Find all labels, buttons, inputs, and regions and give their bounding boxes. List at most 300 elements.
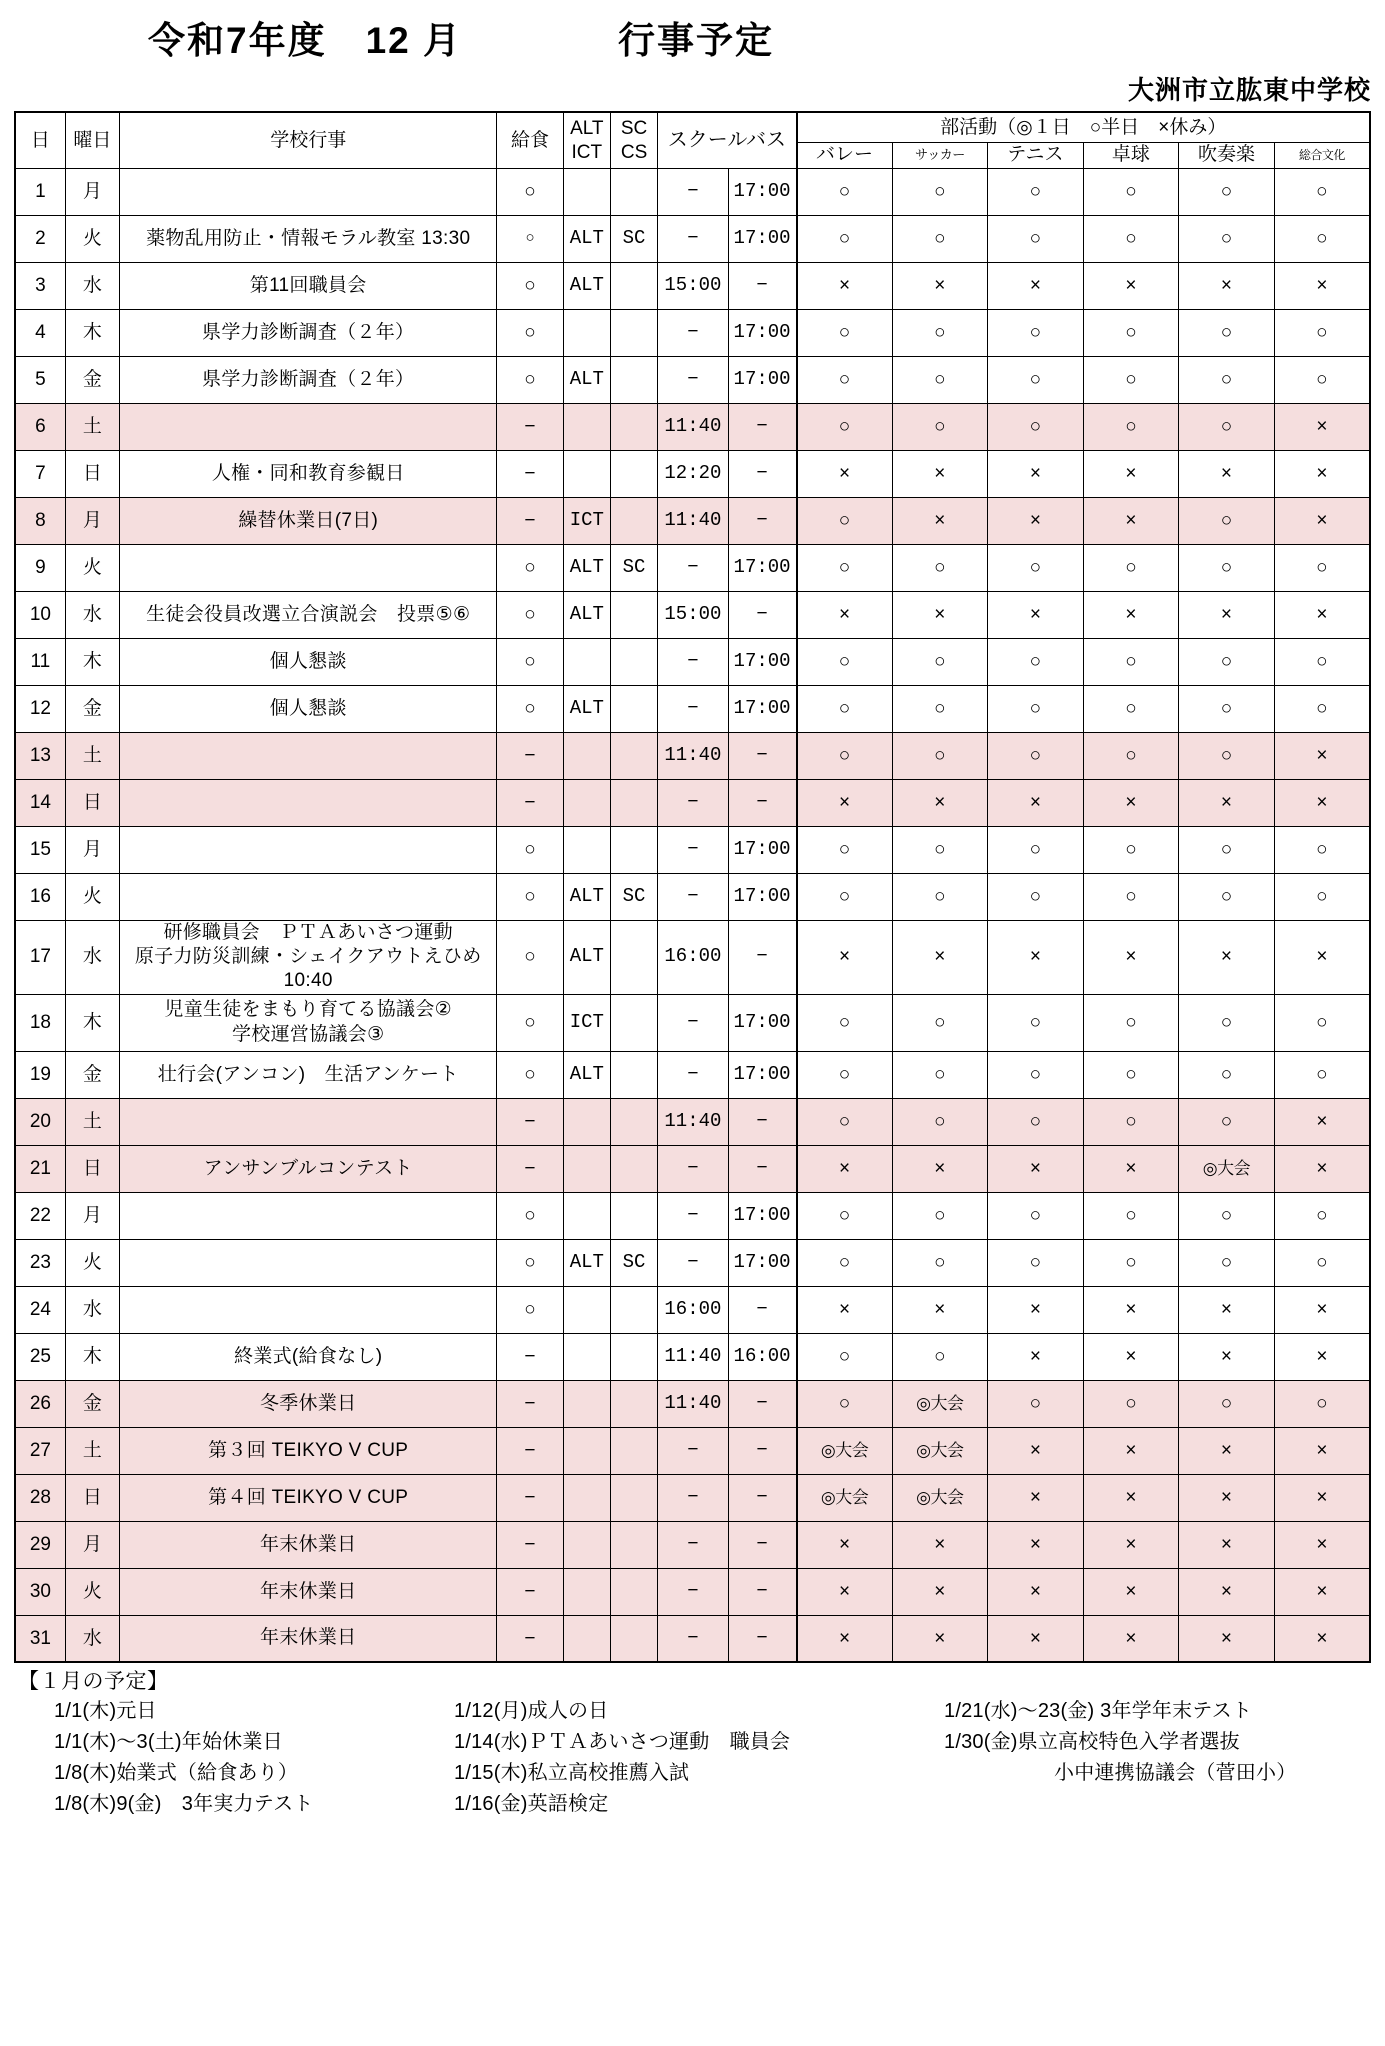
cell-day-of-week: 土 bbox=[65, 732, 119, 779]
cell-club-tennis: ○ bbox=[988, 994, 1084, 1051]
cell-day-of-week: 火 bbox=[65, 544, 119, 591]
cell-club-tabletennis: × bbox=[1083, 920, 1179, 994]
cell-school-event bbox=[120, 1051, 497, 1098]
cell-club-tabletennis: ○ bbox=[1083, 1380, 1179, 1427]
cell-club-brassband: ◎大会 bbox=[1179, 1145, 1275, 1192]
cell-school-bus-afternoon: 17:00 bbox=[728, 544, 796, 591]
cell-club-general-culture: × bbox=[1274, 403, 1370, 450]
cell-day: 2 bbox=[15, 215, 65, 262]
cell-club-general-culture: × bbox=[1274, 779, 1370, 826]
cell-sc-cs bbox=[610, 1615, 657, 1662]
cell-sc-cs bbox=[610, 309, 657, 356]
cell-club-brassband: ○ bbox=[1179, 1098, 1275, 1145]
cell-school-event bbox=[120, 994, 497, 1051]
cell-school-bus-afternoon: − bbox=[728, 497, 796, 544]
event-line: 生徒会役員改選立合演説会 投票⑤⑥ bbox=[146, 603, 471, 625]
cell-day-of-week: 土 bbox=[65, 403, 119, 450]
cell-day: 22 bbox=[15, 1192, 65, 1239]
cell-alt-ict bbox=[563, 826, 610, 873]
cell-day-of-week: 土 bbox=[65, 1098, 119, 1145]
cell-alt-ict bbox=[563, 732, 610, 779]
event-line: 第11回職員会 bbox=[249, 274, 367, 296]
col-header-dow: 曜日 bbox=[65, 112, 119, 168]
cell-lunch: ○ bbox=[497, 309, 563, 356]
cell-club-volleyball: × bbox=[797, 1568, 893, 1615]
cell-day-of-week: 火 bbox=[65, 873, 119, 920]
cell-school-bus-afternoon: 17:00 bbox=[728, 826, 796, 873]
cell-sc-cs bbox=[610, 1333, 657, 1380]
cell-school-bus-afternoon: − bbox=[728, 1615, 796, 1662]
cell-sc-cs bbox=[610, 1145, 657, 1192]
cell-sc-cs bbox=[610, 1427, 657, 1474]
cell-club-general-culture: ○ bbox=[1274, 1192, 1370, 1239]
cell-school-event bbox=[120, 215, 497, 262]
cell-club-general-culture: × bbox=[1274, 1474, 1370, 1521]
january-schedule-line: 1/15(木)私立高校推薦入試 bbox=[454, 1762, 690, 1785]
cell-day-of-week: 月 bbox=[65, 826, 119, 873]
cell-club-tennis: × bbox=[988, 1333, 1084, 1380]
event-line: 県学力診断調査（２年） bbox=[202, 321, 415, 343]
cell-school-bus-afternoon: − bbox=[728, 779, 796, 826]
cell-club-tabletennis: × bbox=[1083, 497, 1179, 544]
january-schedule-line: 小中連携協議会（菅田小） bbox=[1054, 1762, 1297, 1785]
cell-club-volleyball: × bbox=[797, 1286, 893, 1333]
cell-school-event bbox=[120, 638, 497, 685]
cell-club-soccer: ○ bbox=[892, 403, 988, 450]
col-header-club-volleyball: バレー bbox=[797, 142, 893, 168]
cell-club-brassband: × bbox=[1179, 1474, 1275, 1521]
cell-club-soccer: ○ bbox=[892, 168, 988, 215]
col-header-lunch: 給食 bbox=[497, 112, 563, 168]
cell-club-tennis: × bbox=[988, 262, 1084, 309]
cell-day: 6 bbox=[15, 403, 65, 450]
cell-school-bus-morning: − bbox=[658, 544, 728, 591]
cell-club-tennis: × bbox=[988, 920, 1084, 994]
cell-day: 31 bbox=[15, 1615, 65, 1662]
cell-club-volleyball: ○ bbox=[797, 826, 893, 873]
cell-alt-ict bbox=[563, 309, 610, 356]
cell-club-general-culture: × bbox=[1274, 1427, 1370, 1474]
cell-school-event bbox=[120, 309, 497, 356]
event-line: アンサンブルコンテスト bbox=[203, 1157, 413, 1179]
cell-school-event bbox=[120, 1380, 497, 1427]
cell-alt-ict: ALT bbox=[563, 591, 610, 638]
col-header-club-tabletennis: 卓球 bbox=[1083, 142, 1179, 168]
event-line: 第４回 TEIKYO V CUP bbox=[208, 1486, 409, 1508]
cell-alt-ict bbox=[563, 168, 610, 215]
cell-club-brassband: ○ bbox=[1179, 356, 1275, 403]
january-schedule-line: 1/8(木)9(金) 3年実力テスト bbox=[54, 1793, 314, 1816]
cell-club-tabletennis: ○ bbox=[1083, 1051, 1179, 1098]
cell-club-general-culture: × bbox=[1274, 1615, 1370, 1662]
cell-club-volleyball: ○ bbox=[797, 732, 893, 779]
cell-club-volleyball: × bbox=[797, 1521, 893, 1568]
cell-lunch: ○ bbox=[497, 262, 563, 309]
cell-sc-cs bbox=[610, 1568, 657, 1615]
cell-lunch: − bbox=[497, 1521, 563, 1568]
cell-school-bus-afternoon: 17:00 bbox=[728, 215, 796, 262]
cell-club-general-culture: ○ bbox=[1274, 873, 1370, 920]
cell-club-tabletennis: ○ bbox=[1083, 544, 1179, 591]
cell-club-soccer: × bbox=[892, 779, 988, 826]
january-schedule-line: 1/1(木)元日 bbox=[54, 1700, 157, 1723]
cell-day-of-week: 木 bbox=[65, 1333, 119, 1380]
cell-day-of-week: 火 bbox=[65, 1568, 119, 1615]
cell-club-brassband: ○ bbox=[1179, 873, 1275, 920]
table-row bbox=[15, 685, 1370, 732]
cell-school-bus-afternoon: 17:00 bbox=[728, 1051, 796, 1098]
cell-club-volleyball: ○ bbox=[797, 994, 893, 1051]
cell-club-tabletennis: × bbox=[1083, 1145, 1179, 1192]
cell-school-bus-morning: 12:20 bbox=[658, 450, 728, 497]
cell-sc-cs bbox=[610, 920, 657, 994]
cell-day: 14 bbox=[15, 779, 65, 826]
cell-lunch: − bbox=[497, 497, 563, 544]
table-row bbox=[15, 826, 1370, 873]
january-schedule-grid bbox=[18, 1696, 1385, 1820]
cell-day: 29 bbox=[15, 1521, 65, 1568]
cell-club-tabletennis: ○ bbox=[1083, 826, 1179, 873]
cell-day-of-week: 日 bbox=[65, 1145, 119, 1192]
cell-club-volleyball: ○ bbox=[797, 1333, 893, 1380]
cell-alt-ict bbox=[563, 1286, 610, 1333]
cell-lunch: − bbox=[497, 1380, 563, 1427]
event-line: 研修職員会 ＰＴＡあいさつ運動 bbox=[163, 921, 453, 943]
cell-school-bus-morning: 11:40 bbox=[658, 403, 728, 450]
cell-day-of-week: 水 bbox=[65, 591, 119, 638]
cell-school-event bbox=[120, 168, 497, 215]
cell-school-bus-afternoon: − bbox=[728, 1521, 796, 1568]
cell-school-bus-morning: 11:40 bbox=[658, 1380, 728, 1427]
january-column-2 bbox=[454, 1696, 944, 1820]
event-line: 壮行会(アンコン) 生活アンケート bbox=[157, 1063, 459, 1085]
table-row bbox=[15, 1051, 1370, 1098]
cell-day: 24 bbox=[15, 1286, 65, 1333]
cell-club-tennis: × bbox=[988, 1474, 1084, 1521]
cell-club-tennis: × bbox=[988, 1615, 1084, 1662]
cell-sc-cs bbox=[610, 826, 657, 873]
cell-club-general-culture: × bbox=[1274, 732, 1370, 779]
cell-school-bus-morning: − bbox=[658, 1568, 728, 1615]
cell-alt-ict: ALT bbox=[563, 215, 610, 262]
event-line: 第３回 TEIKYO V CUP bbox=[208, 1439, 409, 1461]
cell-day-of-week: 木 bbox=[65, 994, 119, 1051]
calendar-container bbox=[0, 111, 1385, 1663]
cell-day: 23 bbox=[15, 1239, 65, 1286]
cell-day: 15 bbox=[15, 826, 65, 873]
cell-lunch: ○ bbox=[497, 638, 563, 685]
cell-alt-ict bbox=[563, 1521, 610, 1568]
cell-club-soccer: ○ bbox=[892, 994, 988, 1051]
cell-school-bus-morning: − bbox=[658, 1145, 728, 1192]
cell-school-bus-morning: − bbox=[658, 215, 728, 262]
cell-club-tennis: × bbox=[988, 591, 1084, 638]
cell-lunch: − bbox=[497, 1615, 563, 1662]
cell-club-tabletennis: × bbox=[1083, 262, 1179, 309]
cell-school-bus-morning: 11:40 bbox=[658, 1333, 728, 1380]
cell-school-bus-afternoon: − bbox=[728, 1286, 796, 1333]
col-header-club-general-culture: 総合文化 bbox=[1274, 142, 1370, 168]
cell-alt-ict: ICT bbox=[563, 994, 610, 1051]
cell-club-soccer: ◎大会 bbox=[892, 1474, 988, 1521]
cell-club-tennis: × bbox=[988, 1427, 1084, 1474]
cell-sc-cs bbox=[610, 1286, 657, 1333]
cell-club-general-culture: ○ bbox=[1274, 168, 1370, 215]
cell-school-bus-morning: − bbox=[658, 685, 728, 732]
cell-school-event bbox=[120, 1333, 497, 1380]
event-line: 年末休業日 bbox=[259, 1533, 357, 1555]
cell-school-bus-morning: 15:00 bbox=[658, 262, 728, 309]
cell-club-volleyball: ◎大会 bbox=[797, 1474, 893, 1521]
sc-label: SC bbox=[620, 117, 648, 139]
cell-school-bus-morning: − bbox=[658, 309, 728, 356]
cell-club-tennis: × bbox=[988, 497, 1084, 544]
cell-club-volleyball: ○ bbox=[797, 1380, 893, 1427]
cell-day-of-week: 月 bbox=[65, 1521, 119, 1568]
cell-sc-cs bbox=[610, 168, 657, 215]
cell-lunch: − bbox=[497, 1427, 563, 1474]
cell-club-brassband: × bbox=[1179, 262, 1275, 309]
cell-school-event bbox=[120, 544, 497, 591]
cell-club-soccer: ○ bbox=[892, 1333, 988, 1380]
col-header-club-brassband: 吹奏楽 bbox=[1179, 142, 1275, 168]
cell-day: 21 bbox=[15, 1145, 65, 1192]
cell-alt-ict bbox=[563, 1192, 610, 1239]
january-schedule-line: 1/30(金)県立高校特色入学者選抜 bbox=[944, 1731, 1240, 1754]
cell-day-of-week: 金 bbox=[65, 1051, 119, 1098]
cell-club-tabletennis: × bbox=[1083, 1286, 1179, 1333]
cell-sc-cs: SC bbox=[610, 1239, 657, 1286]
cell-school-bus-afternoon: 16:00 bbox=[728, 1333, 796, 1380]
cell-school-bus-afternoon: − bbox=[728, 1145, 796, 1192]
january-schedule-line: 1/14(水)ＰＴＡあいさつ運動 職員会 bbox=[454, 1731, 791, 1754]
table-row bbox=[15, 1192, 1370, 1239]
cell-club-general-culture: × bbox=[1274, 1521, 1370, 1568]
cell-club-volleyball: ○ bbox=[797, 638, 893, 685]
january-schedule-section bbox=[0, 1663, 1385, 1820]
cell-day-of-week: 金 bbox=[65, 685, 119, 732]
cell-club-volleyball: × bbox=[797, 1145, 893, 1192]
cell-day-of-week: 木 bbox=[65, 309, 119, 356]
cell-lunch: ○ bbox=[497, 920, 563, 994]
january-schedule-line: 1/8(木)始業式（給食あり） bbox=[54, 1762, 299, 1785]
cell-club-general-culture: × bbox=[1274, 497, 1370, 544]
cell-alt-ict bbox=[563, 1145, 610, 1192]
cell-club-volleyball: ○ bbox=[797, 356, 893, 403]
cell-club-soccer: × bbox=[892, 1568, 988, 1615]
cell-club-brassband: ○ bbox=[1179, 403, 1275, 450]
cell-club-general-culture: × bbox=[1274, 450, 1370, 497]
table-row bbox=[15, 1239, 1370, 1286]
cell-lunch: − bbox=[497, 732, 563, 779]
cell-school-event bbox=[120, 920, 497, 994]
cell-club-tennis: ○ bbox=[988, 1098, 1084, 1145]
cell-club-general-culture: ○ bbox=[1274, 638, 1370, 685]
table-row bbox=[15, 1521, 1370, 1568]
cell-school-bus-morning: 11:40 bbox=[658, 1098, 728, 1145]
cell-day: 19 bbox=[15, 1051, 65, 1098]
cell-club-tennis: × bbox=[988, 1568, 1084, 1615]
cell-sc-cs bbox=[610, 1474, 657, 1521]
event-line: 年末休業日 bbox=[259, 1580, 357, 1602]
cell-school-bus-afternoon: − bbox=[728, 1380, 796, 1427]
cell-school-event bbox=[120, 1474, 497, 1521]
table-body bbox=[15, 168, 1370, 1662]
cell-club-volleyball: ○ bbox=[797, 685, 893, 732]
cell-sc-cs bbox=[610, 638, 657, 685]
january-schedule-line: 1/1(木)～3(土)年始休業日 bbox=[54, 1731, 283, 1754]
cell-school-bus-afternoon: − bbox=[728, 403, 796, 450]
cell-club-tennis: ○ bbox=[988, 215, 1084, 262]
cell-club-tabletennis: ○ bbox=[1083, 1192, 1179, 1239]
cell-club-tabletennis: × bbox=[1083, 1568, 1179, 1615]
cell-school-bus-morning: 16:00 bbox=[658, 920, 728, 994]
cell-club-soccer: × bbox=[892, 1145, 988, 1192]
cell-lunch: − bbox=[497, 1145, 563, 1192]
cell-lunch: ○ bbox=[497, 873, 563, 920]
cell-club-brassband: ○ bbox=[1179, 309, 1275, 356]
cell-club-tennis: ○ bbox=[988, 168, 1084, 215]
cell-club-soccer: × bbox=[892, 1286, 988, 1333]
table-row bbox=[15, 215, 1370, 262]
cell-lunch: − bbox=[497, 1474, 563, 1521]
col-header-sc-cs bbox=[610, 112, 657, 168]
table-row bbox=[15, 994, 1370, 1051]
cell-club-tennis: ○ bbox=[988, 873, 1084, 920]
cell-alt-ict: ALT bbox=[563, 356, 610, 403]
cell-day-of-week: 水 bbox=[65, 262, 119, 309]
cell-day: 9 bbox=[15, 544, 65, 591]
cell-club-soccer: ◎大会 bbox=[892, 1380, 988, 1427]
cell-club-volleyball: × bbox=[797, 591, 893, 638]
table-head bbox=[15, 112, 1370, 168]
cell-school-event bbox=[120, 826, 497, 873]
cell-alt-ict bbox=[563, 1333, 610, 1380]
cell-club-tabletennis: ○ bbox=[1083, 1098, 1179, 1145]
cell-club-soccer: ○ bbox=[892, 826, 988, 873]
cell-club-brassband: × bbox=[1179, 1568, 1275, 1615]
cell-club-tabletennis: ○ bbox=[1083, 215, 1179, 262]
cell-club-tennis: ○ bbox=[988, 356, 1084, 403]
cell-lunch: ○ bbox=[497, 356, 563, 403]
cell-club-brassband: ○ bbox=[1179, 1380, 1275, 1427]
cell-day: 28 bbox=[15, 1474, 65, 1521]
cell-day-of-week: 金 bbox=[65, 356, 119, 403]
cell-club-brassband: × bbox=[1179, 779, 1275, 826]
cell-school-bus-afternoon: − bbox=[728, 1474, 796, 1521]
cell-club-general-culture: × bbox=[1274, 1568, 1370, 1615]
table-row bbox=[15, 1333, 1370, 1380]
page-title: 令和7年度 12 月 行事予定 bbox=[148, 20, 775, 61]
cell-club-soccer: × bbox=[892, 920, 988, 994]
cell-school-bus-morning: − bbox=[658, 1192, 728, 1239]
cell-club-tabletennis: × bbox=[1083, 591, 1179, 638]
cell-sc-cs bbox=[610, 1521, 657, 1568]
cell-club-general-culture: × bbox=[1274, 1098, 1370, 1145]
cell-club-tennis: ○ bbox=[988, 732, 1084, 779]
cell-club-general-culture: × bbox=[1274, 1145, 1370, 1192]
table-row bbox=[15, 1427, 1370, 1474]
cell-club-brassband: × bbox=[1179, 1427, 1275, 1474]
cell-club-soccer: ○ bbox=[892, 1051, 988, 1098]
cell-sc-cs bbox=[610, 497, 657, 544]
cell-club-volleyball: ○ bbox=[797, 1098, 893, 1145]
cell-day-of-week: 火 bbox=[65, 215, 119, 262]
cell-club-soccer: × bbox=[892, 450, 988, 497]
event-line: 県学力診断調査（２年） bbox=[202, 368, 415, 390]
cell-club-volleyball: ◎大会 bbox=[797, 1427, 893, 1474]
cell-school-bus-morning: − bbox=[658, 1051, 728, 1098]
cell-alt-ict: ALT bbox=[563, 1051, 610, 1098]
cell-club-tabletennis: × bbox=[1083, 1521, 1179, 1568]
cell-sc-cs: SC bbox=[610, 873, 657, 920]
cell-alt-ict: ALT bbox=[563, 262, 610, 309]
cell-club-general-culture: ○ bbox=[1274, 1051, 1370, 1098]
cell-club-brassband: ○ bbox=[1179, 1239, 1275, 1286]
cell-lunch: ○ bbox=[497, 1239, 563, 1286]
cell-alt-ict bbox=[563, 779, 610, 826]
cell-lunch: − bbox=[497, 1098, 563, 1145]
event-line: 児童生徒をまもり育てる協議会② bbox=[164, 999, 452, 1021]
cell-school-event bbox=[120, 779, 497, 826]
cell-club-brassband: × bbox=[1179, 1333, 1275, 1380]
cell-day: 12 bbox=[15, 685, 65, 732]
cell-school-bus-morning: − bbox=[658, 994, 728, 1051]
table-row bbox=[15, 262, 1370, 309]
cell-club-volleyball: ○ bbox=[797, 1192, 893, 1239]
cell-club-volleyball: ○ bbox=[797, 497, 893, 544]
cell-club-brassband: ○ bbox=[1179, 685, 1275, 732]
table-row bbox=[15, 309, 1370, 356]
cell-school-event bbox=[120, 1286, 497, 1333]
cell-day: 13 bbox=[15, 732, 65, 779]
event-line: 冬季休業日 bbox=[259, 1392, 357, 1414]
cell-day: 17 bbox=[15, 920, 65, 994]
cell-lunch: ○ bbox=[497, 1286, 563, 1333]
cell-school-bus-morning: 16:00 bbox=[658, 1286, 728, 1333]
table-row bbox=[15, 168, 1370, 215]
january-schedule-line: 1/16(金)英語検定 bbox=[454, 1793, 609, 1816]
cell-club-general-culture: ○ bbox=[1274, 994, 1370, 1051]
table-row bbox=[15, 591, 1370, 638]
cell-school-event bbox=[120, 591, 497, 638]
col-header-club-group: 部活動（◎１日 ○半日 ×休み） bbox=[797, 112, 1370, 142]
cell-lunch: ○ bbox=[497, 1192, 563, 1239]
event-line: 個人懇談 bbox=[269, 650, 347, 672]
cell-club-volleyball: ○ bbox=[797, 168, 893, 215]
cell-lunch: ○ bbox=[497, 591, 563, 638]
cell-club-tennis: ○ bbox=[988, 1051, 1084, 1098]
january-column-1 bbox=[54, 1696, 454, 1820]
cell-club-tabletennis: ○ bbox=[1083, 994, 1179, 1051]
cell-school-bus-morning: − bbox=[658, 1615, 728, 1662]
cell-school-bus-morning: − bbox=[658, 873, 728, 920]
cell-day: 18 bbox=[15, 994, 65, 1051]
cell-school-bus-afternoon: 17:00 bbox=[728, 685, 796, 732]
cell-club-general-culture: × bbox=[1274, 591, 1370, 638]
cell-school-bus-morning: − bbox=[658, 638, 728, 685]
cell-club-brassband: × bbox=[1179, 591, 1275, 638]
cell-school-bus-afternoon: − bbox=[728, 732, 796, 779]
cell-club-tabletennis: ○ bbox=[1083, 732, 1179, 779]
cell-day: 26 bbox=[15, 1380, 65, 1427]
january-schedule-line: 1/21(水)～23(金) 3年学年末テスト bbox=[944, 1700, 1253, 1723]
cell-school-bus-morning: − bbox=[658, 356, 728, 403]
cell-club-brassband: ○ bbox=[1179, 1051, 1275, 1098]
cell-sc-cs: SC bbox=[610, 215, 657, 262]
cell-club-volleyball: × bbox=[797, 1615, 893, 1662]
cell-sc-cs bbox=[610, 356, 657, 403]
